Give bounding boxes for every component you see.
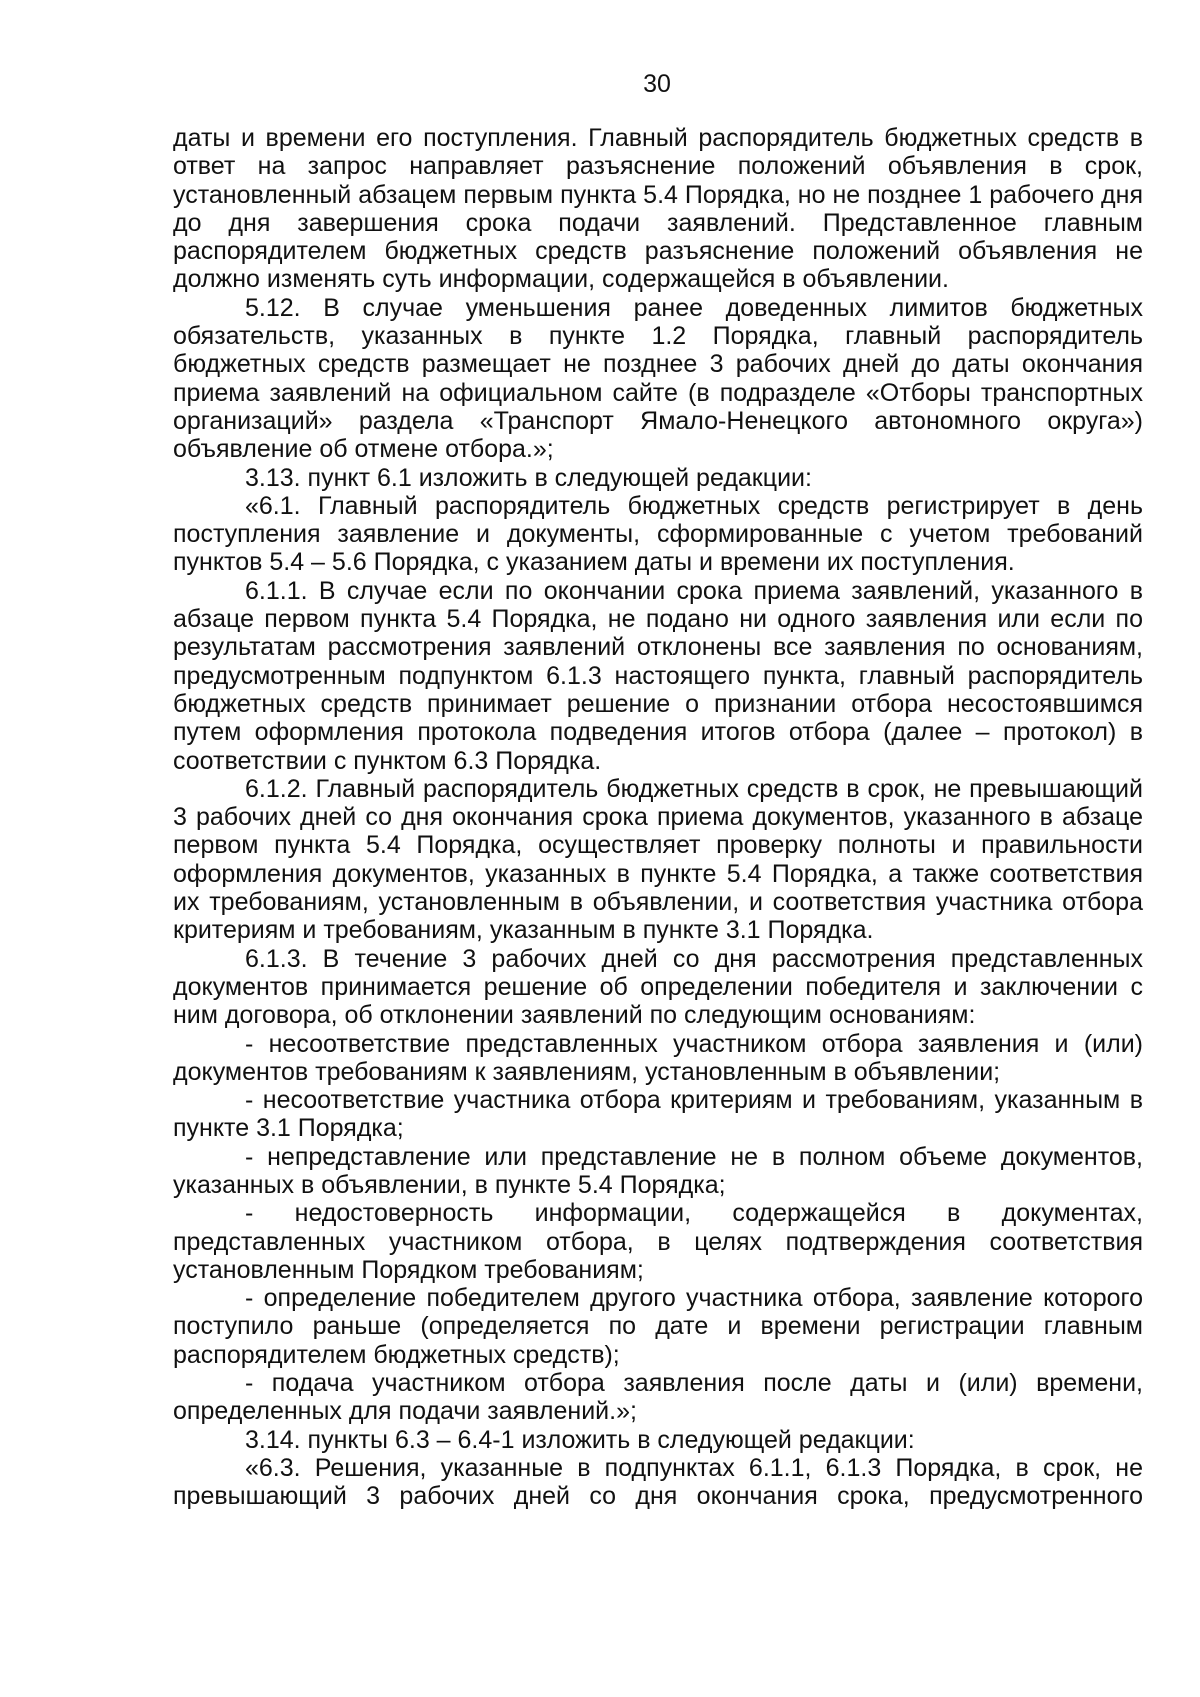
list-item: - недостоверность информации, содержащейся в документах, представленных участником отбора, в целях подтверждения соответствия установленным Порядком требованиям; bbox=[173, 1199, 1143, 1284]
list-item: - несоответствие участника отбора критериям и требованиям, указанным в пункте 3.1 Порядка; bbox=[173, 1086, 1143, 1143]
list-item: - подача участником отбора заявления после даты и (или) времени, определенных для подачи заявлений.»; bbox=[173, 1369, 1143, 1426]
paragraph: 6.1.1. В случае если по окончании срока приема заявлений, указанного в абзаце первом пункта 5.4 Порядка, не подано ни одного заявления или если по результатам рассмотрения заявлений отклонены все заявления по основаниям, предусмотренным подпунктом 6.1.3 настоящего пункта, главный распорядитель бюджетных средств принимает решение о признании отбора несостоявшимся путем оформления протокола подведения итогов отбора (далее – протокол) в соответствии с пунктом 6.3 Порядка. bbox=[173, 576, 1143, 775]
paragraph: 6.1.2. Главный распорядитель бюджетных средств в срок, не превышающий 3 рабочих дней со дня окончания срока приема документов, указанного в абзаце первом пункта 5.4 Порядка, осуществляет проверку полноты и правильности оформления документов, указанных в пункте 5.4 Порядка, а также соответствия их требованиям, установленным в объявлении, и соответствия участника отбора критериям и требованиям, указанным в пункте 3.1 Порядка. bbox=[173, 774, 1143, 945]
paragraph: даты и времени его поступления. Главный распорядитель бюджетных средств в ответ на запрос направляет разъяснение положений объявления в срок, установленный абзацем первым пункта 5.4 Порядка, но не позднее 1 рабочего дня до дня завершения срока подачи заявлений. Представленное главным распорядителем бюджетных средств разъяснение положений объявления не должно изменять суть информации, содержащейся в объявлении. bbox=[173, 124, 1143, 294]
paragraph: 5.12. В случае уменьшения ранее доведенных лимитов бюджетных обязательств, указанных в пункте 1.2 Порядка, главный распорядитель бюджетных средств размещает не позднее 3 рабочих дней до даты окончания приема заявлений на официальном сайте (в подразделе «Отборы транспортных организаций» раздела «Транспорт Ямало-Ненецкого автономного округа») объявление об отмене отбора.»; bbox=[173, 293, 1143, 464]
list-item: - непредставление или представление не в полном объеме документов, указанных в объявлении, в пункте 5.4 Порядка; bbox=[173, 1142, 1143, 1199]
list-item: - определение победителем другого участника отбора, заявление которого поступило раньше (определяется по дате и времени регистрации главным распорядителем бюджетных средств); bbox=[173, 1284, 1143, 1369]
paragraph: «6.3. Решения, указанные в подпунктах 6.1.1, 6.1.3 Порядка, в срок, не превышающий 3 рабочих дней со дня окончания срока, предусмотренного bbox=[173, 1453, 1143, 1511]
paragraph: 3.13. пункт 6.1 изложить в следующей редакции: bbox=[245, 463, 812, 492]
paragraph: 6.1.3. В течение 3 рабочих дней со дня рассмотрения представленных документов принимается решение об определении победителя и заключении с ним договора, об отклонении заявлений по следующим основаниям: bbox=[173, 944, 1143, 1030]
list-item: - несоответствие представленных участником отбора заявления и (или) документов требованиям к заявлениям, установленным в объявлении; bbox=[173, 1029, 1143, 1086]
document-body bbox=[173, 124, 1143, 1511]
paragraph: «6.1. Главный распорядитель бюджетных средств регистрирует в день поступления заявление и документы, сформированные с учетом требований пунктов 5.4 – 5.6 Порядка, с указанием даты и времени их поступления. bbox=[173, 491, 1143, 577]
page-number: 30 bbox=[643, 70, 671, 98]
paragraph: 3.14. пункты 6.3 – 6.4-1 изложить в следующей редакции: bbox=[245, 1425, 915, 1454]
